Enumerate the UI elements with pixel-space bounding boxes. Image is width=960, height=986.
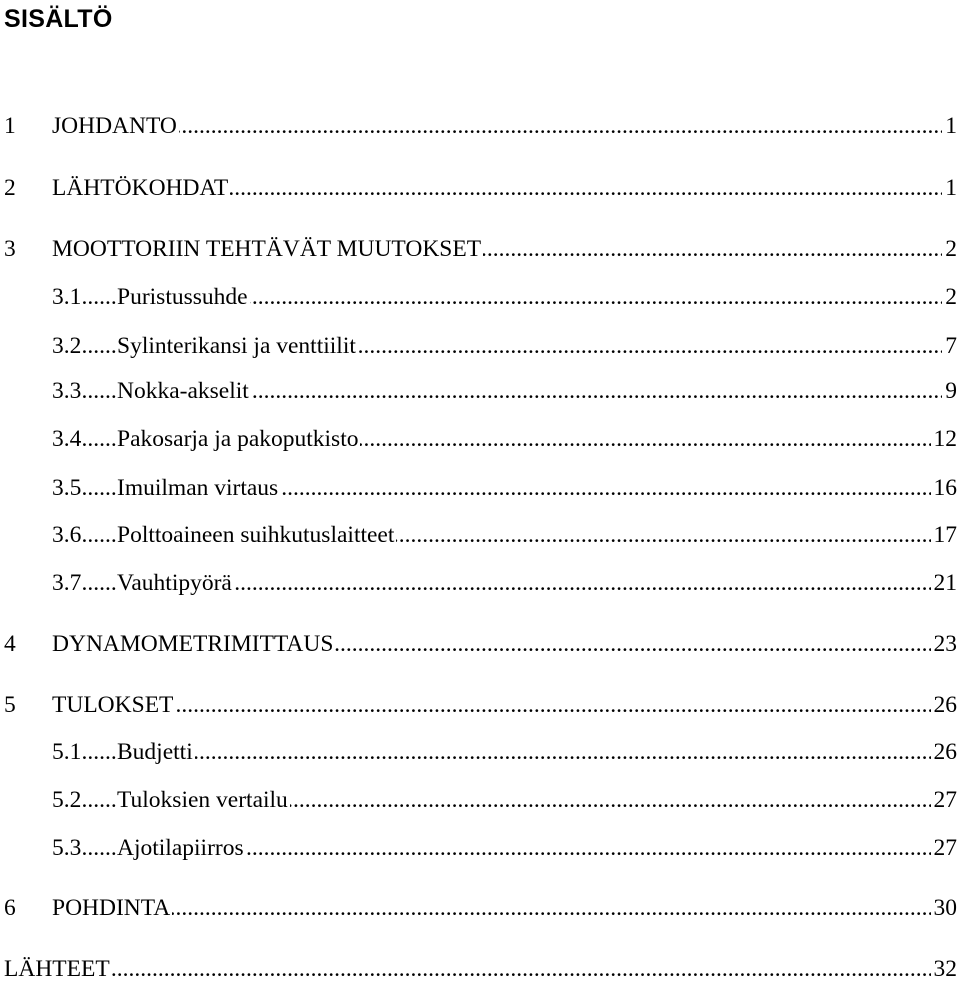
toc-entry-3-5[interactable] [0, 471, 957, 505]
entry-page[interactable]: 16 [931, 471, 958, 505]
entry-page[interactable]: 12 [931, 422, 958, 456]
entry-label[interactable]: Nokka-akselit [117, 374, 251, 408]
toc-entry-3[interactable] [0, 232, 957, 266]
toc-entry-3-3[interactable] [0, 374, 957, 408]
dot-leader [52, 109, 951, 143]
toc-entry-5-2[interactable] [0, 783, 957, 817]
entry-page[interactable]: 1 [942, 109, 957, 143]
entry-label[interactable]: Pakosarja ja pakoputkisto [117, 422, 360, 456]
entry-page[interactable]: 30 [931, 891, 958, 925]
entry-label[interactable]: JOHDANTO [52, 109, 179, 143]
entry-page[interactable]: 2 [942, 280, 957, 314]
entry-number: 5 [4, 688, 16, 722]
entry-number: 3 [4, 232, 16, 266]
entry-label[interactable]: Puristussuhde [117, 280, 250, 314]
entry-label[interactable]: MOOTTORIIN TEHTÄVÄT MUUTOKSET [52, 232, 483, 266]
dot-leader [4, 952, 951, 986]
toc-title: SISÄLTÖ [4, 5, 113, 33]
entry-page[interactable]: 27 [931, 783, 958, 817]
entry-number: 3.7 [52, 566, 81, 600]
entry-page[interactable]: 26 [931, 735, 958, 769]
entry-number: 3.2 [52, 329, 81, 363]
entry-label[interactable]: POHDINTA [52, 891, 172, 925]
toc-entry-6[interactable] [0, 891, 957, 925]
toc-entry-1[interactable] [0, 109, 957, 143]
entry-page[interactable]: 26 [931, 688, 958, 722]
entry-label[interactable]: Ajotilapiirros [117, 831, 246, 865]
entry-label[interactable]: Budjetti [117, 735, 195, 769]
entry-page[interactable]: 2 [942, 232, 957, 266]
entry-number: 3.1 [52, 280, 81, 314]
entry-label[interactable]: Polttoaineen suihkutuslaitteet [117, 518, 396, 552]
entry-number: 1 [4, 109, 16, 143]
entry-number: 3.6 [52, 518, 81, 552]
entry-page[interactable]: 7 [942, 329, 957, 363]
entry-label[interactable]: LÄHTEET [4, 952, 112, 986]
entry-number: 3.3 [52, 374, 81, 408]
entry-label[interactable]: DYNAMOMETRIMITTAUS [52, 627, 335, 661]
toc-entry-5-3[interactable] [0, 831, 957, 865]
toc-entry-3-4[interactable] [0, 422, 957, 456]
entry-page[interactable]: 21 [931, 566, 958, 600]
dot-leader [52, 891, 951, 925]
entry-label[interactable]: TULOKSET [52, 688, 175, 722]
toc-entry-3-6[interactable] [0, 518, 957, 552]
entry-page[interactable]: 27 [931, 831, 958, 865]
entry-number: 5.2 [52, 783, 81, 817]
toc-entry-2[interactable] [0, 171, 957, 205]
entry-number: 3.4 [52, 422, 81, 456]
entry-number: 3.5 [52, 471, 81, 505]
entry-label[interactable]: Tuloksien vertailu [117, 783, 290, 817]
dot-leader [52, 688, 951, 722]
toc-entry-3-2[interactable] [0, 329, 957, 363]
entry-page[interactable]: 23 [931, 627, 958, 661]
entry-number: 2 [4, 171, 16, 205]
entry-label[interactable]: Imuilman virtaus [117, 471, 280, 505]
toc-entry-4[interactable] [0, 627, 957, 661]
entry-label[interactable]: Sylinterikansi ja venttiilit [117, 329, 358, 363]
entry-label[interactable]: Vauhtipyörä [117, 566, 234, 600]
toc-entry-5-1[interactable] [0, 735, 957, 769]
entry-number: 5.3 [52, 831, 81, 865]
toc-entry-lahteet[interactable] [0, 952, 957, 986]
entry-number: 5.1 [52, 735, 81, 769]
entry-page[interactable]: 32 [931, 952, 958, 986]
entry-number: 6 [4, 891, 16, 925]
toc-entry-5[interactable] [0, 688, 957, 722]
entry-label[interactable]: LÄHTÖKOHDAT [52, 171, 230, 205]
entry-page[interactable]: 9 [942, 374, 957, 408]
entry-page[interactable]: 17 [931, 518, 958, 552]
toc-entry-3-7[interactable] [0, 566, 957, 600]
toc-entry-3-1[interactable] [0, 280, 957, 314]
entry-number: 4 [4, 627, 16, 661]
entry-page[interactable]: 1 [942, 171, 957, 205]
